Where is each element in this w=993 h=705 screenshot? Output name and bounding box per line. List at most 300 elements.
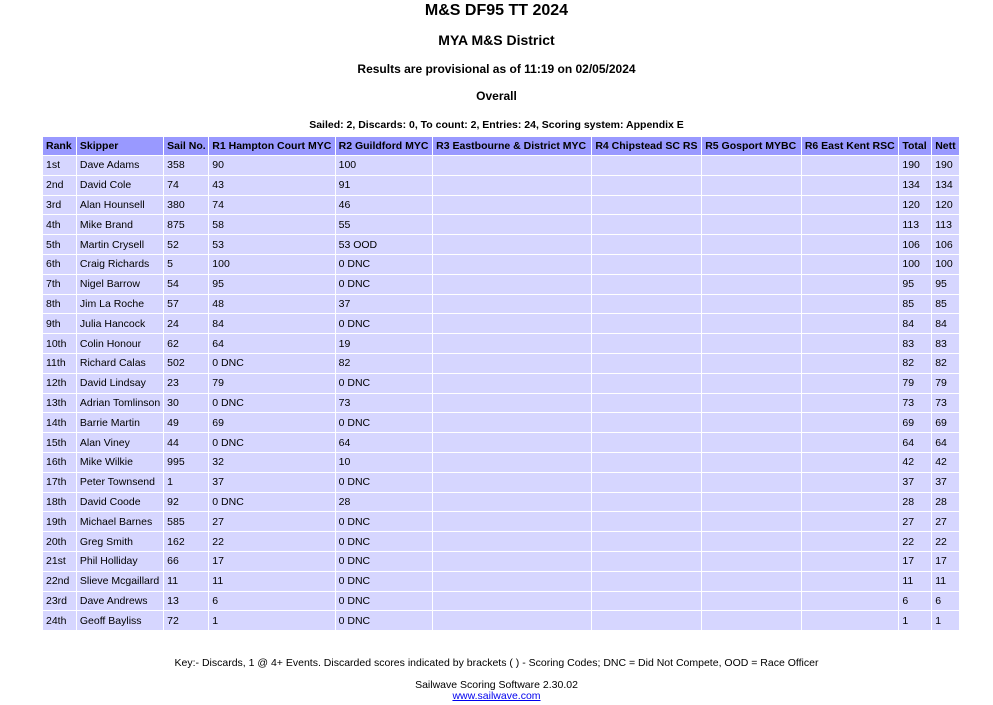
table-row [43,295,959,314]
table-row [43,611,959,630]
table-cell: 19th [43,512,76,531]
table-cell [802,176,899,195]
table-cell: 79 [899,374,931,393]
table-cell: 120 [932,196,959,215]
table-cell [702,532,801,551]
table-cell: 12th [43,374,76,393]
table-cell: 82 [899,354,931,373]
table-cell: 14th [43,413,76,432]
table-cell: 6 [899,592,931,611]
table-row [43,354,959,373]
table-cell [592,611,701,630]
table-row [43,176,959,195]
table-cell: 95 [209,275,334,294]
table-cell: 1 [932,611,959,630]
table-cell: 134 [899,176,931,195]
table-cell [802,196,899,215]
table-row [43,314,959,333]
table-cell [702,156,801,175]
table-cell: 27 [209,512,334,531]
table-cell [433,493,591,512]
table-cell: 79 [209,374,334,393]
table-cell: 90 [209,156,334,175]
table-cell: 0 DNC [336,552,433,571]
table-cell: 95 [932,275,959,294]
table-row [43,592,959,611]
table-cell: 10th [43,334,76,353]
table-row [43,433,959,452]
table-cell: 3rd [43,196,76,215]
table-cell [433,275,591,294]
table-cell: 6th [43,255,76,274]
table-row [43,453,959,472]
table-cell [592,354,701,373]
table-cell: 120 [899,196,931,215]
table-cell [802,255,899,274]
table-cell [702,493,801,512]
table-cell [802,374,899,393]
table-cell: 46 [336,196,433,215]
table-cell: Jim La Roche [77,295,163,314]
table-cell: 44 [164,433,208,452]
table-cell [592,512,701,531]
table-cell: 0 DNC [209,433,334,452]
table-cell: 73 [932,394,959,413]
column-header: Sail No. [164,137,208,155]
table-cell [592,493,701,512]
table-cell: Mike Brand [77,215,163,234]
table-header-row [43,137,959,155]
table-cell [592,532,701,551]
table-row [43,334,959,353]
table-cell [592,255,701,274]
table-row [43,275,959,294]
table-cell: 37 [209,473,334,492]
software-link-wrapper [0,690,993,702]
table-cell: Phil Holliday [77,552,163,571]
table-cell [433,413,591,432]
table-cell: 190 [932,156,959,175]
table-row [43,235,959,254]
table-cell: 69 [932,413,959,432]
table-cell [433,374,591,393]
table-row [43,374,959,393]
table-cell [433,473,591,492]
table-cell [433,334,591,353]
table-cell [433,512,591,531]
table-cell [802,453,899,472]
column-header: R3 Eastbourne & District MYC [433,137,591,155]
table-cell [702,176,801,195]
table-cell: David Lindsay [77,374,163,393]
table-cell [433,592,591,611]
table-cell [592,176,701,195]
table-cell: 66 [164,552,208,571]
table-cell: 162 [164,532,208,551]
table-cell [702,374,801,393]
table-cell: 106 [932,235,959,254]
table-cell: 502 [164,354,208,373]
table-cell: 11 [209,572,334,591]
table-cell: 91 [336,176,433,195]
table-cell [802,473,899,492]
table-cell: 380 [164,196,208,215]
table-cell: 0 DNC [336,572,433,591]
table-row [43,552,959,571]
table-cell [802,413,899,432]
table-cell: 37 [336,295,433,314]
table-cell [802,235,899,254]
software-credit: Sailwave Scoring Software 2.30.02 [415,679,578,691]
table-cell: Nigel Barrow [77,275,163,294]
table-cell: 21st [43,552,76,571]
table-cell [702,473,801,492]
table-cell [702,592,801,611]
table-cell: 4th [43,215,76,234]
table-cell: Martin Crysell [77,235,163,254]
table-cell: 22nd [43,572,76,591]
table-cell: 0 DNC [336,473,433,492]
table-cell [802,592,899,611]
table-cell [592,275,701,294]
table-cell: 52 [164,235,208,254]
table-cell: David Cole [77,176,163,195]
table-cell: 95 [899,275,931,294]
column-header: R5 Gosport MYBC [702,137,801,155]
table-cell: Richard Calas [77,354,163,373]
series-summary: Sailed: 2, Discards: 0, To count: 2, Entries: 24, Scoring system: Appendix E [309,119,684,131]
table-cell: 28 [336,493,433,512]
table-cell [433,552,591,571]
table-cell: 0 DNC [209,493,334,512]
table-cell [802,552,899,571]
table-cell: Alan Hounsell [77,196,163,215]
column-header: R1 Hampton Court MYC [209,137,334,155]
table-cell: 82 [336,354,433,373]
table-cell: 11 [164,572,208,591]
table-row [43,532,959,551]
table-cell: 37 [932,473,959,492]
table-cell [433,394,591,413]
table-cell [802,295,899,314]
table-cell: 0 DNC [336,611,433,630]
table-cell: 73 [899,394,931,413]
table-cell: 82 [932,354,959,373]
table-cell: Peter Townsend [77,473,163,492]
table-cell: 1 [899,611,931,630]
table-cell [702,512,801,531]
table-cell [702,275,801,294]
table-cell: 17th [43,473,76,492]
table-cell: 55 [336,215,433,234]
table-cell: Alan Viney [77,433,163,452]
table-cell [702,552,801,571]
table-row [43,413,959,432]
table-cell: 5th [43,235,76,254]
table-cell [433,215,591,234]
table-cell [433,572,591,591]
table-cell [592,374,701,393]
table-cell: 74 [209,196,334,215]
table-cell [802,512,899,531]
table-cell: Dave Andrews [77,592,163,611]
table-cell: 9th [43,314,76,333]
table-cell [592,433,701,452]
table-cell: 84 [899,314,931,333]
table-cell: 85 [899,295,931,314]
table-cell: Adrian Tomlinson [77,394,163,413]
table-cell [702,255,801,274]
table-cell: 0 DNC [336,413,433,432]
table-cell: 32 [209,453,334,472]
table-row [43,394,959,413]
table-cell: 27 [899,512,931,531]
table-cell: 13th [43,394,76,413]
table-cell [802,314,899,333]
table-row [43,156,959,175]
table-cell [592,552,701,571]
table-cell [592,453,701,472]
table-cell: 875 [164,215,208,234]
table-cell: 0 DNC [336,314,433,333]
table-cell [702,394,801,413]
table-cell: 20th [43,532,76,551]
table-cell: 11th [43,354,76,373]
page-title: M&S DF95 TT 2024 [424,2,569,19]
table-cell [702,196,801,215]
table-cell: 42 [932,453,959,472]
table-cell [802,532,899,551]
table-cell: Michael Barnes [77,512,163,531]
table-cell: 79 [932,374,959,393]
scoring-key: Key:- Discards, 1 @ 4+ Events. Discarded scores indicated by brackets ( ) - Scoring Codes; DNC = Did Not Compete, OOD = Race Officer [174,657,819,669]
table-cell [592,592,701,611]
table-cell: 69 [209,413,334,432]
table-row [43,196,959,215]
table-cell: 17 [899,552,931,571]
table-cell: 27 [932,512,959,531]
table-cell [702,295,801,314]
table-cell [802,611,899,630]
table-cell [592,295,701,314]
table-cell: 13 [164,592,208,611]
table-cell [592,334,701,353]
table-cell: 0 DNC [336,592,433,611]
table-cell: 8th [43,295,76,314]
table-cell [433,314,591,333]
column-header: Total [899,137,931,155]
table-cell [433,611,591,630]
table-cell [433,295,591,314]
sailwave-link[interactable]: www.sailwave.com [452,690,541,702]
column-header: Skipper [77,137,163,155]
table-cell: 585 [164,512,208,531]
table-cell: 0 DNC [336,374,433,393]
column-header: R2 Guildford MYC [336,137,433,155]
table-cell: 100 [932,255,959,274]
table-cell: 84 [209,314,334,333]
table-cell: 23 [164,374,208,393]
table-cell: 100 [336,156,433,175]
table-cell: 74 [164,176,208,195]
table-cell [592,473,701,492]
table-cell: 37 [899,473,931,492]
table-cell [433,532,591,551]
table-row [43,572,959,591]
table-cell: 0 DNC [209,394,334,413]
table-cell: 5 [164,255,208,274]
table-cell: 358 [164,156,208,175]
table-cell: 43 [209,176,334,195]
table-cell [592,196,701,215]
table-cell [592,215,701,234]
table-row [43,215,959,234]
table-cell: 64 [336,433,433,452]
column-header: Rank [43,137,76,155]
table-cell: 1 [164,473,208,492]
table-cell: 54 [164,275,208,294]
table-row [43,473,959,492]
table-cell [592,235,701,254]
table-cell: 22 [209,532,334,551]
table-cell [702,215,801,234]
table-cell: Barrie Martin [77,413,163,432]
table-cell [433,176,591,195]
table-cell: 19 [336,334,433,353]
table-cell [802,394,899,413]
column-header: R6 East Kent RSC [802,137,899,155]
table-cell: 92 [164,493,208,512]
table-cell: 64 [932,433,959,452]
table-cell [592,572,701,591]
table-cell: 84 [932,314,959,333]
table-cell [592,394,701,413]
table-cell [802,334,899,353]
table-cell: 24th [43,611,76,630]
provisional-notice: Results are provisional as of 11:19 on 02/05/2024 [357,62,636,76]
table-cell: 0 DNC [336,512,433,531]
table-cell: 85 [932,295,959,314]
table-cell: 57 [164,295,208,314]
table-cell: 58 [209,215,334,234]
table-cell [702,413,801,432]
table-cell: 17 [932,552,959,571]
table-cell: 11 [932,572,959,591]
table-cell [433,453,591,472]
table-cell [702,235,801,254]
table-cell: Dave Adams [77,156,163,175]
table-cell: 18th [43,493,76,512]
table-cell [433,433,591,452]
table-cell: 1 [209,611,334,630]
table-cell: Slieve Mcgaillard [77,572,163,591]
table-cell: 24 [164,314,208,333]
table-cell: 53 [209,235,334,254]
table-cell: 49 [164,413,208,432]
table-cell: Craig Richards [77,255,163,274]
table-cell: 113 [899,215,931,234]
table-cell [702,334,801,353]
table-cell: 2nd [43,176,76,195]
table-cell: 10 [336,453,433,472]
table-cell: 42 [899,453,931,472]
table-cell [702,354,801,373]
table-cell [802,433,899,452]
section-heading: Overall [476,89,517,103]
table-cell: 190 [899,156,931,175]
table-cell: 16th [43,453,76,472]
district-heading: MYA M&S District [438,32,555,48]
table-cell: Colin Honour [77,334,163,353]
table-row [43,493,959,512]
table-cell [592,156,701,175]
table-cell: 28 [899,493,931,512]
table-cell: 62 [164,334,208,353]
table-cell: 1st [43,156,76,175]
table-cell: 113 [932,215,959,234]
table-cell: 28 [932,493,959,512]
table-cell [702,433,801,452]
table-cell: 0 DNC [336,255,433,274]
table-cell [802,493,899,512]
table-cell: 73 [336,394,433,413]
table-cell: 6 [932,592,959,611]
table-cell: David Coode [77,493,163,512]
table-cell [433,196,591,215]
table-cell: 30 [164,394,208,413]
table-cell: 69 [899,413,931,432]
table-cell: 22 [932,532,959,551]
table-cell: 15th [43,433,76,452]
table-cell: 6 [209,592,334,611]
table-row [43,512,959,531]
table-cell [802,354,899,373]
table-cell [702,611,801,630]
table-cell: 83 [899,334,931,353]
table-cell: 7th [43,275,76,294]
table-cell [702,314,801,333]
table-cell: 100 [209,255,334,274]
table-cell: Mike Wilkie [77,453,163,472]
table-cell: 22 [899,532,931,551]
table-cell [592,413,701,432]
table-cell [433,235,591,254]
table-cell [802,156,899,175]
table-cell: 64 [899,433,931,452]
table-cell: 17 [209,552,334,571]
table-cell: Geoff Bayliss [77,611,163,630]
table-cell: Greg Smith [77,532,163,551]
column-header: Nett [932,137,959,155]
table-cell [802,572,899,591]
table-cell [802,275,899,294]
table-cell: 995 [164,453,208,472]
table-cell: 11 [899,572,931,591]
table-cell: 53 OOD [336,235,433,254]
table-cell: 0 DNC [336,275,433,294]
results-body [43,156,959,630]
table-cell [592,314,701,333]
table-cell: 100 [899,255,931,274]
table-cell: Julia Hancock [77,314,163,333]
table-cell: 64 [209,334,334,353]
table-cell: 23rd [43,592,76,611]
table-cell [433,354,591,373]
table-cell: 0 DNC [336,532,433,551]
table-cell: 48 [209,295,334,314]
table-cell [702,572,801,591]
table-cell: 0 DNC [209,354,334,373]
